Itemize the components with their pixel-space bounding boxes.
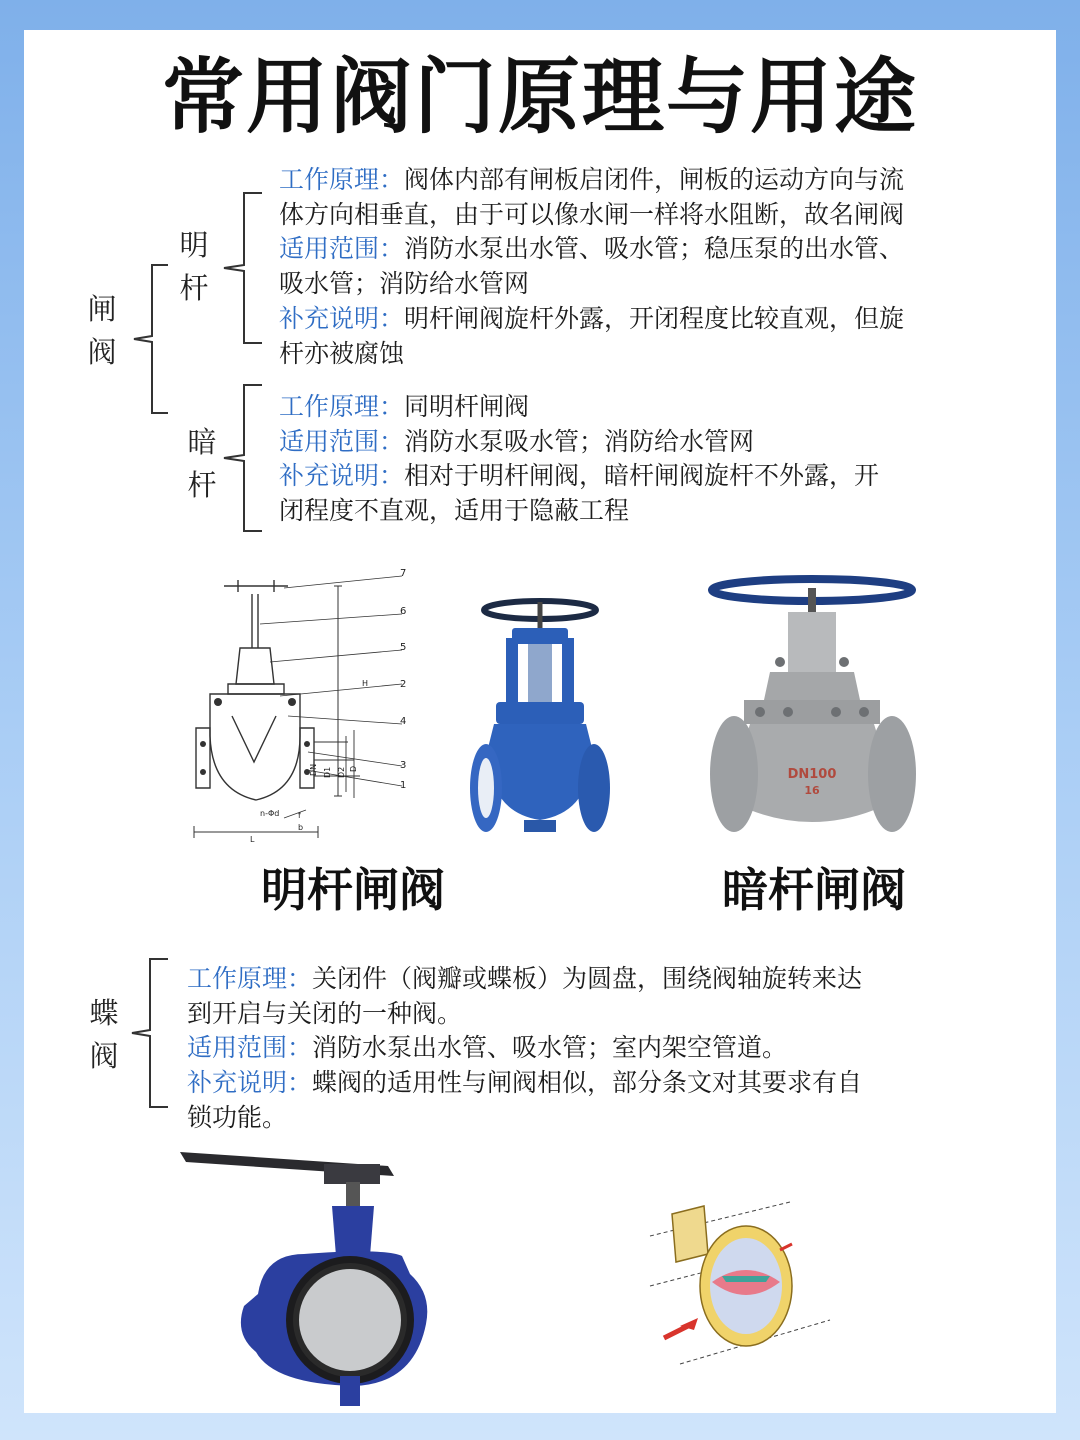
rising-line-4: 吸水管；消防给水管网 [279,269,530,299]
callout-1: 1 [400,780,407,791]
dim-b: b [298,823,304,832]
concealed-valve-dn-marking: DN100 [787,767,837,782]
concealed-line-2: 适用范围：消防水泵吸水管；消防给水管网 [279,426,755,456]
rising-line-6: 杆亦被腐蚀 [279,338,405,368]
caption-concealed-stem-gate-valve: 暗杆闸阀 [722,863,906,917]
dim-d1: D1 [323,766,332,778]
concealed-line-1: 工作原理：同明杆闸阀 [279,392,530,421]
callout-2: 2 [400,679,407,690]
butterfly-line-3: 适用范围：消防水泵出水管、吸水管；室内架空管道。 [187,1033,788,1063]
concealed-line-4: 闭程度不直观，适用于隐蔽工程 [279,496,630,526]
butterfly-valve-label [84,992,124,1078]
butterfly-valve-schematic [640,1196,840,1374]
callout-6: 6 [400,606,407,617]
concealed-stem-label-char-2: 杆 [187,468,217,502]
rising-stem-brace [216,190,266,346]
rising-line-1: 工作原理：阀体内部有闸板启闭件，闸板的运动方向与流 [279,165,905,194]
concealed-valve-pressure-marking: 16 [804,784,820,797]
gate-valve-label [82,288,122,374]
gate-valve-label-char-2: 阀 [87,335,117,369]
rising-line-2: 体方向相垂直，由于可以像水闸一样将水阻断，故名闸阀 [279,199,905,229]
rising-stem-text [279,163,904,371]
callout-7: 7 [400,568,407,579]
dim-d: D [349,765,358,772]
concealed-stem-valve-photo [704,574,920,842]
butterfly-valve-label-char-1: 蝶 [89,996,119,1030]
rising-line-5: 补充说明：明杆闸阀旋杆外露，开闭程度比较直观，但旋 [279,303,905,333]
rising-stem-valve-photo [466,598,614,842]
butterfly-line-5: 锁功能。 [187,1102,288,1132]
butterfly-valve-brace [128,956,174,1110]
dim-h: H [362,679,369,688]
callout-5: 5 [400,642,407,653]
dim-n-d: n-Φd [260,809,280,818]
dim-l: L [250,835,255,844]
butterfly-line-4: 补充说明：蝶阀的适用性与闸阀相似，部分条文对其要求有自 [187,1068,863,1098]
butterfly-line-2: 到开启与关闭的一种阀。 [187,998,463,1028]
butterfly-line-1: 工作原理：关闭件（阀瓣或蝶板）为圆盘，围绕阀轴旋转来达 [187,964,863,993]
rising-line-3: 适用范围：消防水泵出水管、吸水管；稳压泵的出水管、 [279,234,905,264]
callout-4: 4 [400,716,407,727]
caption-rising-stem-gate-valve: 明杆闸阀 [261,863,445,917]
butterfly-valve-text [187,962,862,1136]
dim-f: f [298,811,301,820]
concealed-stem-text [279,390,879,529]
dim-dn: DN [309,763,318,776]
concealed-stem-label-char-1: 暗 [187,425,217,459]
butterfly-valve-photo [174,1144,436,1412]
concealed-line-3: 补充说明：相对于明杆闸阀，暗杆闸阀旋杆不外露，开 [279,461,880,491]
gate-valve-label-char-1: 闸 [87,292,117,326]
rising-stem-label [174,224,214,310]
callout-3: 3 [400,760,407,771]
dim-d2: D2 [337,766,346,778]
rising-stem-label-char-1: 明 [179,228,209,262]
gate-valve-brace [128,262,174,416]
rising-stem-label-char-2: 杆 [179,271,209,305]
concealed-stem-brace [216,382,266,534]
page-title: 常用阀门原理与用途 [161,50,918,145]
butterfly-valve-label-char-2: 阀 [89,1039,119,1073]
gate-valve-technical-drawing [188,566,424,848]
